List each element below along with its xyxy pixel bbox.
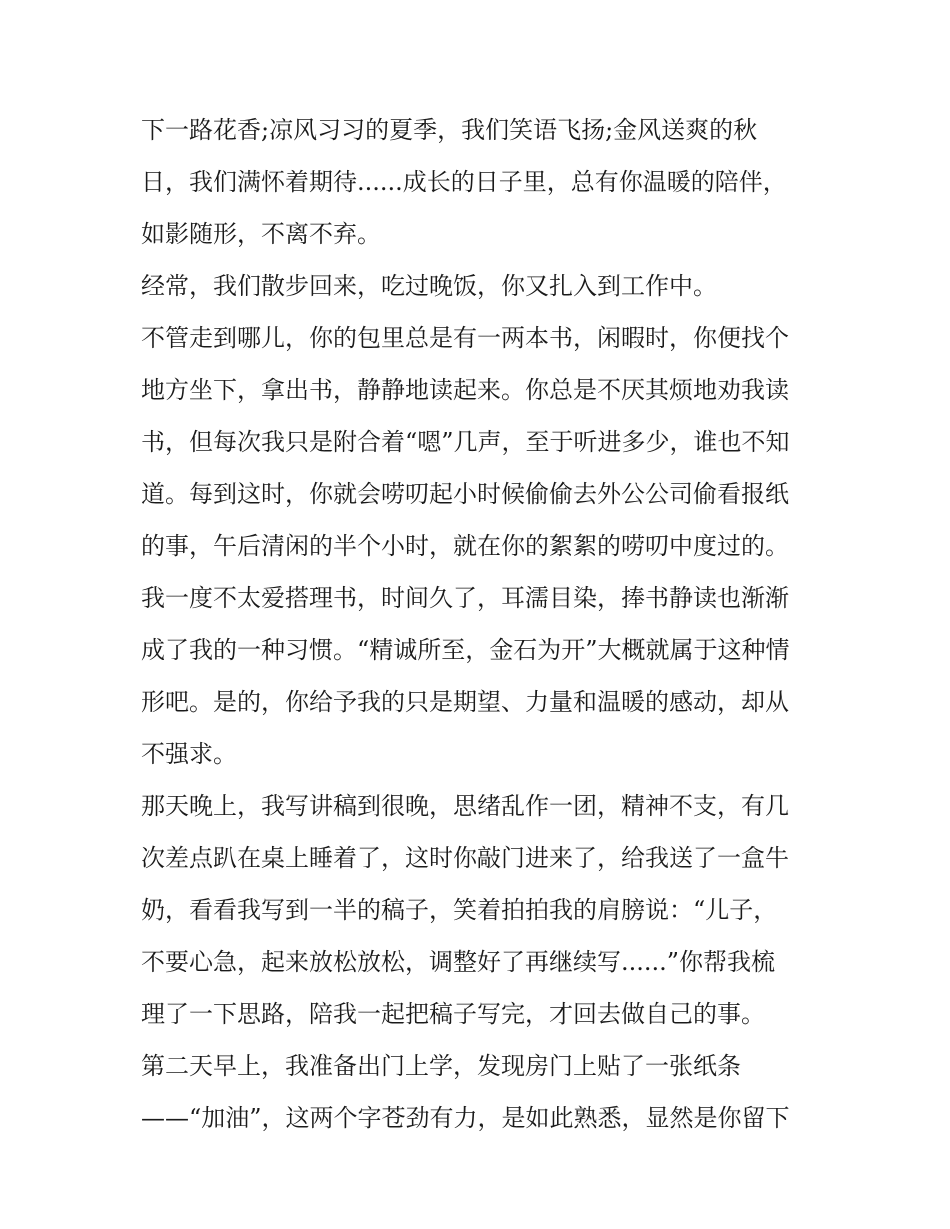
text-line: 道。每到这时，你就会唠叨起小时候偷偷去外公公司偷看报纸 [141,480,789,508]
text-line: 那天晚上，我写讲稿到很晚，思绪乱作一团，精神不支，有几 [141,792,789,820]
text-line: 理了一下思路，陪我一起把稿子写完，才回去做自己的事。 [141,1000,765,1028]
text-line: 奶，看看我写到一半的稿子，笑着拍拍我的肩膀说：“儿子， [141,896,778,924]
text-line: 的事，午后清闲的半个小时，就在你的絮絮的唠叨中度过的。 [141,532,789,560]
text-line: 形吧。是的，你给予我的只是期望、力量和温暖的感动，却从 [141,688,789,716]
text-line: ——“加油”，这两个字苍劲有力，是如此熟悉，显然是你留下 [141,1104,790,1132]
text-line: 如影随形，不离不弃。 [141,220,381,248]
text-line: 我一度不太爱搭理书，时间久了，耳濡目染，捧书静读也渐渐 [141,584,789,612]
text-line: 成了我的一种习惯。“精诚所至，金石为开”大概就属于这种情 [141,636,790,664]
text-line: 日，我们满怀着期待......成长的日子里，总有你温暖的陪伴， [141,168,787,196]
text-line: 不强求。 [141,740,237,768]
text-line: 经常，我们散步回来，吃过晚饭，你又扎入到工作中。 [141,272,717,300]
text-line: 第二天早上，我准备出门上学，发现房门上贴了一张纸条 [141,1052,741,1080]
text-line: 下一路花香;凉风习习的夏季，我们笑语飞扬;金风送爽的秋 [141,116,758,144]
text-line: 不要心急，起来放松放松，调整好了再继续写......”你帮我梳 [141,948,776,976]
body-text [141,108,821,1148]
text-line: 不管走到哪儿，你的包里总是有一两本书，闲暇时，你便找个 [141,324,789,352]
text-line: 书，但每次我只是附合着“嗯”几声，至于听进多少，谁也不知 [141,428,790,456]
text-line: 次差点趴在桌上睡着了，这时你敲门进来了，给我送了一盒牛 [141,844,789,872]
text-line: 地方坐下，拿出书，静静地读起来。你总是不厌其烦地劝我读 [141,376,789,404]
